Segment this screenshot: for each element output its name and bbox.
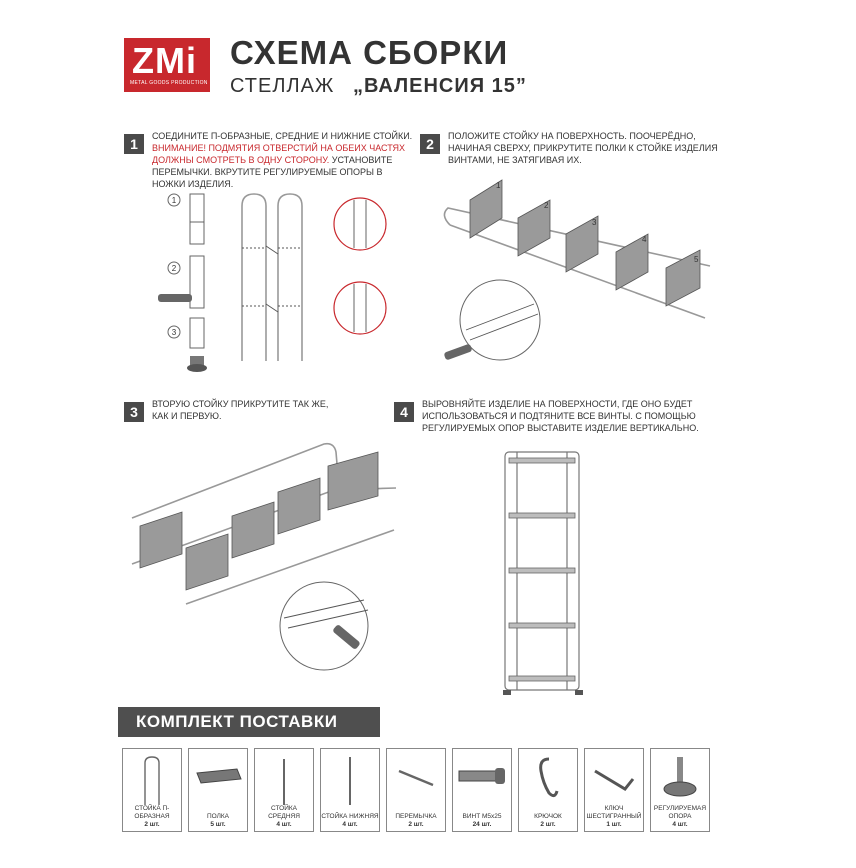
kit-item-qty: 2 шт. [540, 821, 556, 828]
shelf-number-4: 4 [642, 235, 647, 244]
step-3-text: ВТОРУЮ СТОЙКУ ПРИКРУТИТЕ ТАК ЖЕ, КАК И ПЕРВУЮ. [152, 399, 329, 421]
hook-icon [519, 749, 577, 809]
assembled-shelf-5 [509, 676, 575, 681]
assembled-shelf-2 [509, 513, 575, 518]
kit-item-qty: 1 шт. [606, 821, 622, 828]
kit-item-name: РЕГУЛИРУЕМАЯ ОПОРА [653, 805, 707, 820]
kit-item-name: СТОЙКА П-ОБРАЗНАЯ [134, 805, 170, 820]
kit-item-qty: 4 шт. [342, 821, 358, 828]
page-subtitle [230, 75, 527, 98]
middle-post-icon [255, 749, 313, 809]
hole-detail-bottom [334, 282, 386, 334]
kit-item-qty: 2 шт. [144, 821, 160, 828]
kit-item-bottom-post [320, 748, 380, 832]
assembled-shelf-3 [509, 568, 575, 573]
crossbar-icon [387, 749, 445, 809]
kit-item-qty: 4 шт. [276, 821, 292, 828]
kit-header: КОМПЛЕКТ ПОСТАВКИ [118, 707, 380, 737]
shelf-icon [189, 749, 247, 809]
kit-item-qty: 24 шт. [472, 821, 492, 828]
kit-item-hook [518, 748, 578, 832]
kit-item-u-post [122, 748, 182, 832]
page-title: СХЕМА СБОРКИ [230, 34, 509, 71]
kit-item-crossbar [386, 748, 446, 832]
kit-item-hex-key [584, 748, 644, 832]
step-1-text-a: СОЕДИНИТЕ П-ОБРАЗНЫЕ, СРЕДНИЕ И НИЖНИЕ СТОЙКИ. [152, 131, 413, 141]
shelf-c [232, 502, 274, 558]
kit-item-name: КРЮЧОК [534, 813, 562, 820]
detail-tube-2 [158, 256, 204, 308]
assembled-shelf-1 [509, 458, 575, 463]
kit-item-screw [452, 748, 512, 832]
shelf-number-1: 1 [496, 181, 501, 190]
shelf-number-2: 2 [544, 201, 549, 210]
step-3-illustration [124, 436, 404, 676]
step-3-number: 3 [124, 402, 144, 422]
zmi-logo [124, 38, 210, 92]
product-name: „ВАЛЕНСИЯ 15” [352, 75, 527, 97]
step-1-number: 1 [124, 134, 144, 154]
kit-item-name: ПЕРЕМЫЧКА [395, 813, 437, 820]
shelf-d [278, 478, 320, 534]
step-1-illustration [150, 186, 390, 382]
shelf-e [328, 452, 378, 510]
callout-3-label: 3 [171, 328, 177, 337]
kit-item-qty: 4 шт. [672, 821, 688, 828]
step-4-text: ВЫРОВНЯЙТЕ ИЗДЕЛИЕ НА ПОВЕРХНОСТИ, ГДЕ ОНО БУДЕТ ИСПОЛЬЗОВАТЬСЯ И ПОДТЯНИТЕ ВСЕ ВИНТЫ. С ПОМОЩЬЮ РЕГУЛИРУЕМЫХ ОПОР ВЫСТАВИТЕ ИЗДЕЛИЕ ВЕРТИКАЛЬНО. [422, 399, 699, 433]
screw-detail-circle-2 [280, 582, 368, 670]
kit-item-shelf [188, 748, 248, 832]
hex-key-icon [585, 749, 643, 809]
kit-item-qty: 5 шт. [210, 821, 226, 828]
u-posts-assembly [242, 194, 302, 361]
step-1-text [152, 130, 414, 190]
step-2-number: 2 [420, 134, 440, 154]
callout-1-label: 1 [171, 196, 177, 205]
logo-text: ZMi [132, 40, 197, 81]
subtitle-prefix: СТЕЛЛАЖ [230, 75, 335, 97]
assembled-shelf-4 [509, 623, 575, 628]
kit-item-name: СТОЙКА СРЕДНЯЯ [268, 805, 300, 820]
bottom-post-icon [321, 749, 379, 809]
adjustable-foot-icon [651, 749, 709, 809]
kit-item-name: ПОЛКА [206, 813, 230, 820]
detail-tube-1 [190, 194, 204, 244]
screw-detail-circle [460, 280, 540, 360]
kit-item-adjustable-foot [650, 748, 710, 832]
step-4-number: 4 [394, 402, 414, 422]
shelf-a [140, 512, 182, 568]
step-1-text-b: УСТАНОВИТЕ ПЕРЕМЫЧКИ. ВКРУТИТЕ РЕГУЛИРУЕМЫЕ ОПОРЫ В НОЖКИ ИЗДЕЛИЯ. [152, 155, 393, 189]
shelf-number-5: 5 [694, 255, 699, 264]
callout-2-label: 2 [171, 264, 177, 273]
kit-item-middle-post [254, 748, 314, 832]
shelf-number-3: 3 [592, 218, 597, 227]
screw-icon [453, 749, 511, 809]
u-post-icon [123, 749, 181, 809]
step-1-warning: ВНИМАНИЕ! ПОДМЯТИЯ ОТВЕРСТИЙ НА ОБЕИХ ЧАСТЯХ ДОЛЖНЫ СМОТРЕТЬ В ОДНУ СТОРОНУ. [152, 143, 406, 165]
kit-item-qty: 2 шт. [408, 821, 424, 828]
step-4-illustration [495, 448, 595, 698]
kit-item-name: КЛЮЧ ШЕСТИГРАННЫЙ [586, 805, 642, 820]
kit-item-name: ВИНТ М5х25 [462, 813, 502, 820]
hole-detail-top [334, 198, 386, 250]
logo-subtitle: METAL GOODS PRODUCTION [130, 80, 208, 86]
step-2-text: ПОЛОЖИТЕ СТОЙКУ НА ПОВЕРХНОСТЬ. ПООЧЕРЁДНО, НАЧИНАЯ СВЕРХУ, ПРИКРУТИТЕ ПОЛКИ К СТОЙКЕ ИЗДЕЛИЯ ВИНТАМИ, НЕ ЗАТЯГИВАЯ ИХ. [448, 131, 718, 165]
detail-tube-3 [187, 318, 207, 372]
kit-item-name: СТОЙКА НИЖНЯЯ [321, 813, 379, 820]
step-2-illustration [430, 170, 720, 380]
